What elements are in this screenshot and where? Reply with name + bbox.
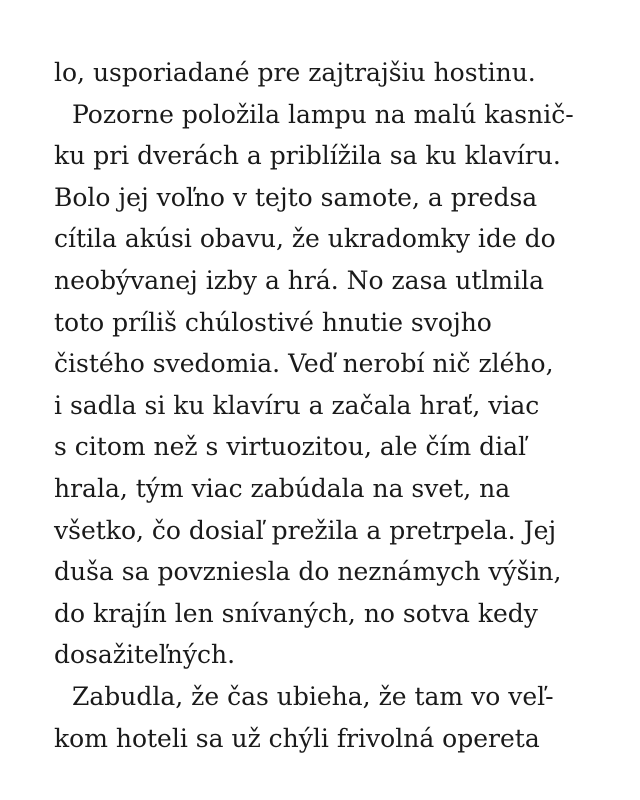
text-line: kom hoteli sa už chýli frivolná opereta: [54, 723, 540, 753]
text-line: i sadla si ku klavíru a začala hrať, viac: [54, 390, 540, 420]
text-line: Zabudla, že čas ubieha, že tam vo veľ-: [72, 681, 554, 711]
text-line: dosažiteľných.: [54, 640, 236, 670]
body-text: [54, 52, 614, 759]
text-line: Pozorne položila lampu na malú kasnič-: [72, 99, 574, 129]
text-line: cítila akúsi obavu, že ukradomky ide do: [54, 224, 556, 254]
text-line: neobývanej izby a hrá. No zasa utlmila: [54, 265, 545, 295]
text-line: do krajín len snívaných, no sotva kedy: [54, 598, 538, 628]
text-line: všetko, čo dosiaľ prežila a pretrpela. Jej: [54, 515, 557, 545]
text-line: ku pri dverách a priblížila sa ku klavíru.: [54, 141, 561, 171]
text-line: čistého svedomia. Veď nerobí nič zlého,: [54, 349, 554, 379]
text-line: hrala, tým viac zabúdala na svet, na: [54, 473, 511, 503]
text-line: duša sa povzniesla do neznámych výšin,: [54, 557, 562, 587]
text-line: toto príliš chúlostivé hnutie svojho: [54, 307, 492, 337]
text-line: s citom než s virtuozitou, ale čím diaľ: [54, 432, 527, 462]
text-line: Bolo jej voľno v tejto samote, a predsa: [54, 182, 538, 212]
text-line: lo, usporiadané pre zajtrajšiu hostinu.: [54, 58, 536, 87]
